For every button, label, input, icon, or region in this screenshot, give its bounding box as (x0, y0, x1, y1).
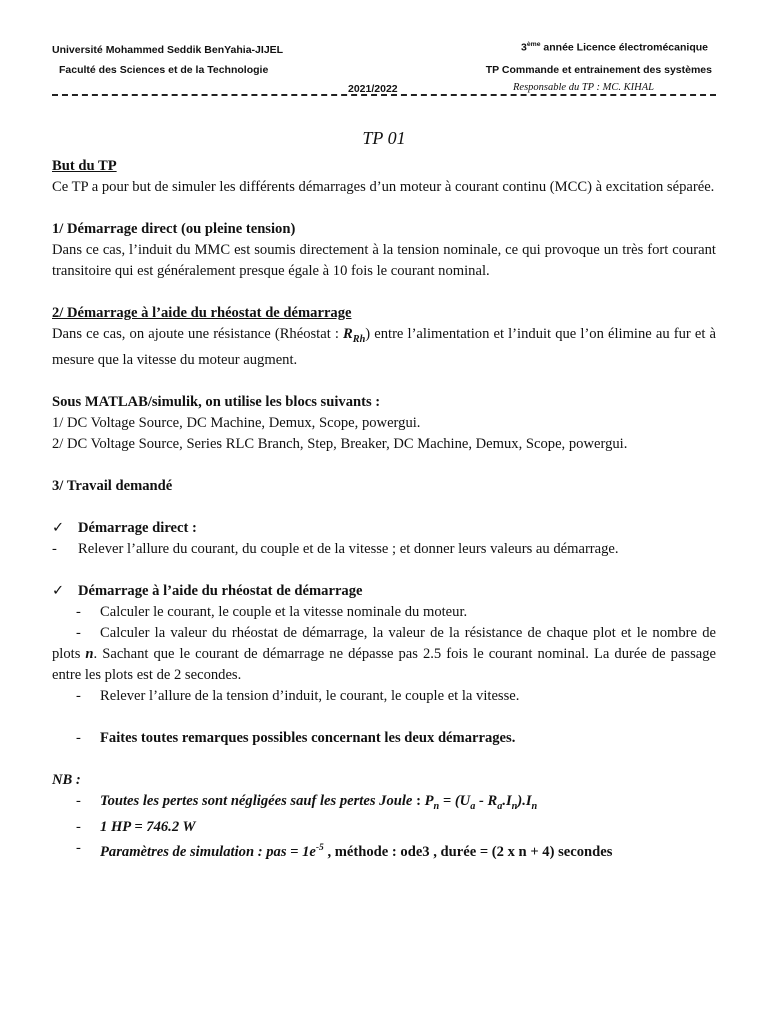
list-item: - Calculer le courant, le couple et la vitesse nominale du moteur. (52, 602, 716, 623)
responsible-line: Responsable du TP : MC. KIHAL (513, 82, 654, 93)
faculty-name: Faculté des Sciences et de la Technologie (59, 64, 269, 76)
header-separator (52, 94, 716, 96)
course-name: TP Commande et entrainement des systèmes (485, 64, 712, 76)
matlab-line-1: 1/ DC Voltage Source, DC Machine, Demux, Scope, powergui. (52, 414, 421, 431)
check-mark-icon: ✓ (52, 582, 65, 599)
list-item: - Paramètres de simulation : pas = $1e^{-5}$ , méthode : ode3 , durée = (2 x n + 4) secondes (76, 839, 613, 860)
goal-heading: But du TP (52, 158, 117, 174)
dash-bullet-icon: - (76, 729, 81, 746)
page-title: TP 01 (362, 128, 406, 148)
academic-year: 2021/2022 (348, 83, 398, 95)
list-item: - Faites toutes remarques possibles concernant les deux démarrages. (52, 728, 716, 749)
check-item-rheostat: ✓ Démarrage à l’aide du rhéostat de démarrage (52, 581, 716, 602)
check-mark-icon: ✓ (52, 519, 65, 536)
university-name: Université Mohammed Seddik BenYahia-JIJEL (52, 44, 284, 56)
list-item: - Toutes les pertes sont négligées sauf les pertes Joule : $P_n = (U_a - R_a.I_n).I_n$ (76, 792, 538, 812)
level-line: 3ème année Licence électromécanique (521, 41, 708, 54)
section3-heading: 3/ Travail demandé (52, 477, 173, 494)
section2-text: Dans ce cas, on ajoute une résistance (Rhéostat : $R_{Rh}$) entre l’alimentation et l’induit que l’on élimine au fur et à mesure que la vitesse du moteur augment. (52, 326, 716, 368)
section1-text: Dans ce cas, l’induit du MMC est soumis directement à la tension nominale, ce qui provoque un très fort courant transitoire qui est généralement presque égale à 10 fois le courant nominal. (52, 242, 716, 279)
dash-bullet-icon: - (76, 792, 81, 809)
section1-heading: 1/ Démarrage direct (ou pleine tension) (52, 221, 296, 237)
dash-bullet-icon: - (76, 624, 81, 641)
dash-bullet-icon: - (76, 839, 81, 856)
check-item-direct: ✓ Démarrage direct : (52, 518, 716, 539)
dash-bullet-icon: - (76, 603, 81, 620)
list-item-long: - Calculer la valeur du rhéostat de démarrage, la valeur de la résistance de chaque plot et le nombre de plots n. Sachant que le courant de démarrage ne dépasse pas 2.5 fois le courant nominal. La durée de passage entre les plots est de 2 secondes. (52, 624, 717, 683)
section2-heading: 2/ Démarrage à l’aide du rhéostat de démarrage (52, 305, 352, 321)
matlab-heading: Sous MATLAB/simulik, on utilise les blocs suivants : (52, 393, 381, 410)
goal-text: Ce TP a pour but de simuler les différents démarrages d’un moteur à courant continu (MCC) à excitation séparée. (52, 179, 715, 195)
matlab-line-2: 2/ DC Voltage Source, Series RLC Branch, Step, Breaker, DC Machine, Demux, Scope, powergui. (52, 435, 628, 452)
list-item: - Relever l’allure du courant, du couple et de la vitesse ; et donner leurs valeurs au démarrage. (52, 539, 716, 560)
dash-bullet-icon: - (52, 540, 57, 557)
list-item: - 1 HP = 746.2 W (52, 817, 716, 838)
document-body (52, 156, 716, 863)
nb-heading: NB : (52, 771, 81, 788)
dash-bullet-icon: - (76, 818, 81, 835)
list-item: - Relever l’allure de la tension d’induit, le courant, le couple et la vitesse. (52, 686, 716, 707)
dash-bullet-icon: - (76, 687, 81, 704)
